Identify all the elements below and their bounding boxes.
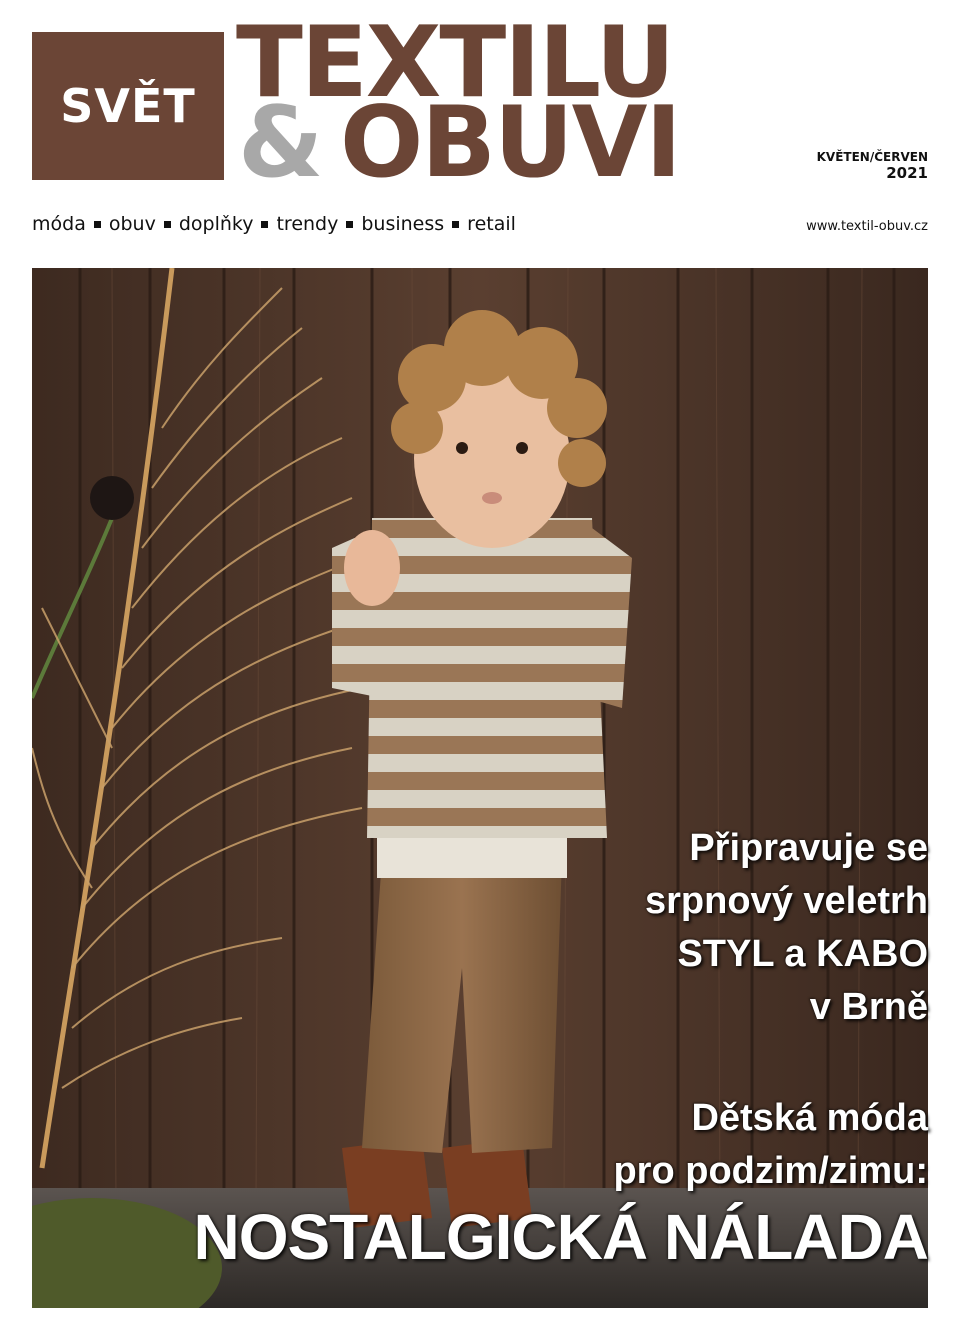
logo-box: [32, 32, 224, 180]
headline-line: STYL a KABO: [677, 933, 928, 975]
tagline-item: móda: [32, 213, 86, 235]
masthead: [0, 0, 960, 260]
bullet-square-icon: [346, 221, 353, 228]
issue-date: [817, 150, 928, 182]
magazine-title-ampersand: &: [238, 86, 324, 200]
headline-fair-story: [645, 822, 928, 1034]
tagline-item: trendy: [276, 213, 339, 235]
bullet-square-icon: [261, 221, 268, 228]
headline-line: pro podzim/zimu:: [613, 1150, 928, 1192]
tagline-item: business: [361, 213, 445, 235]
tagline-item: retail: [467, 213, 516, 235]
issue-month: KVĚTEN/ČERVEN: [816, 150, 928, 164]
headline-line: v Brně: [809, 986, 928, 1028]
tagline-item: doplňky: [178, 213, 254, 235]
logo-word: SVĚT: [60, 79, 196, 133]
magazine-title-line1: TEXTILU: [236, 6, 674, 120]
issue-year: 2021: [886, 164, 928, 182]
headline-kids-fashion-story: [193, 1092, 928, 1272]
bullet-square-icon: [94, 221, 101, 228]
headline-line: srpnový veletrh: [645, 880, 928, 922]
tagline-item: obuv: [108, 213, 156, 235]
headline-line: Připravuje se: [689, 827, 928, 869]
bullet-square-icon: [452, 221, 459, 228]
magazine-title-line2: OBUVI: [340, 86, 680, 200]
headline-line: Dětská móda: [691, 1097, 928, 1139]
headline-main: NOSTALGICKÁ NÁLADA: [193, 1201, 928, 1273]
tagline: [32, 213, 516, 235]
bullet-square-icon: [164, 221, 171, 228]
website-url: www.textil-obuv.cz: [806, 219, 928, 234]
